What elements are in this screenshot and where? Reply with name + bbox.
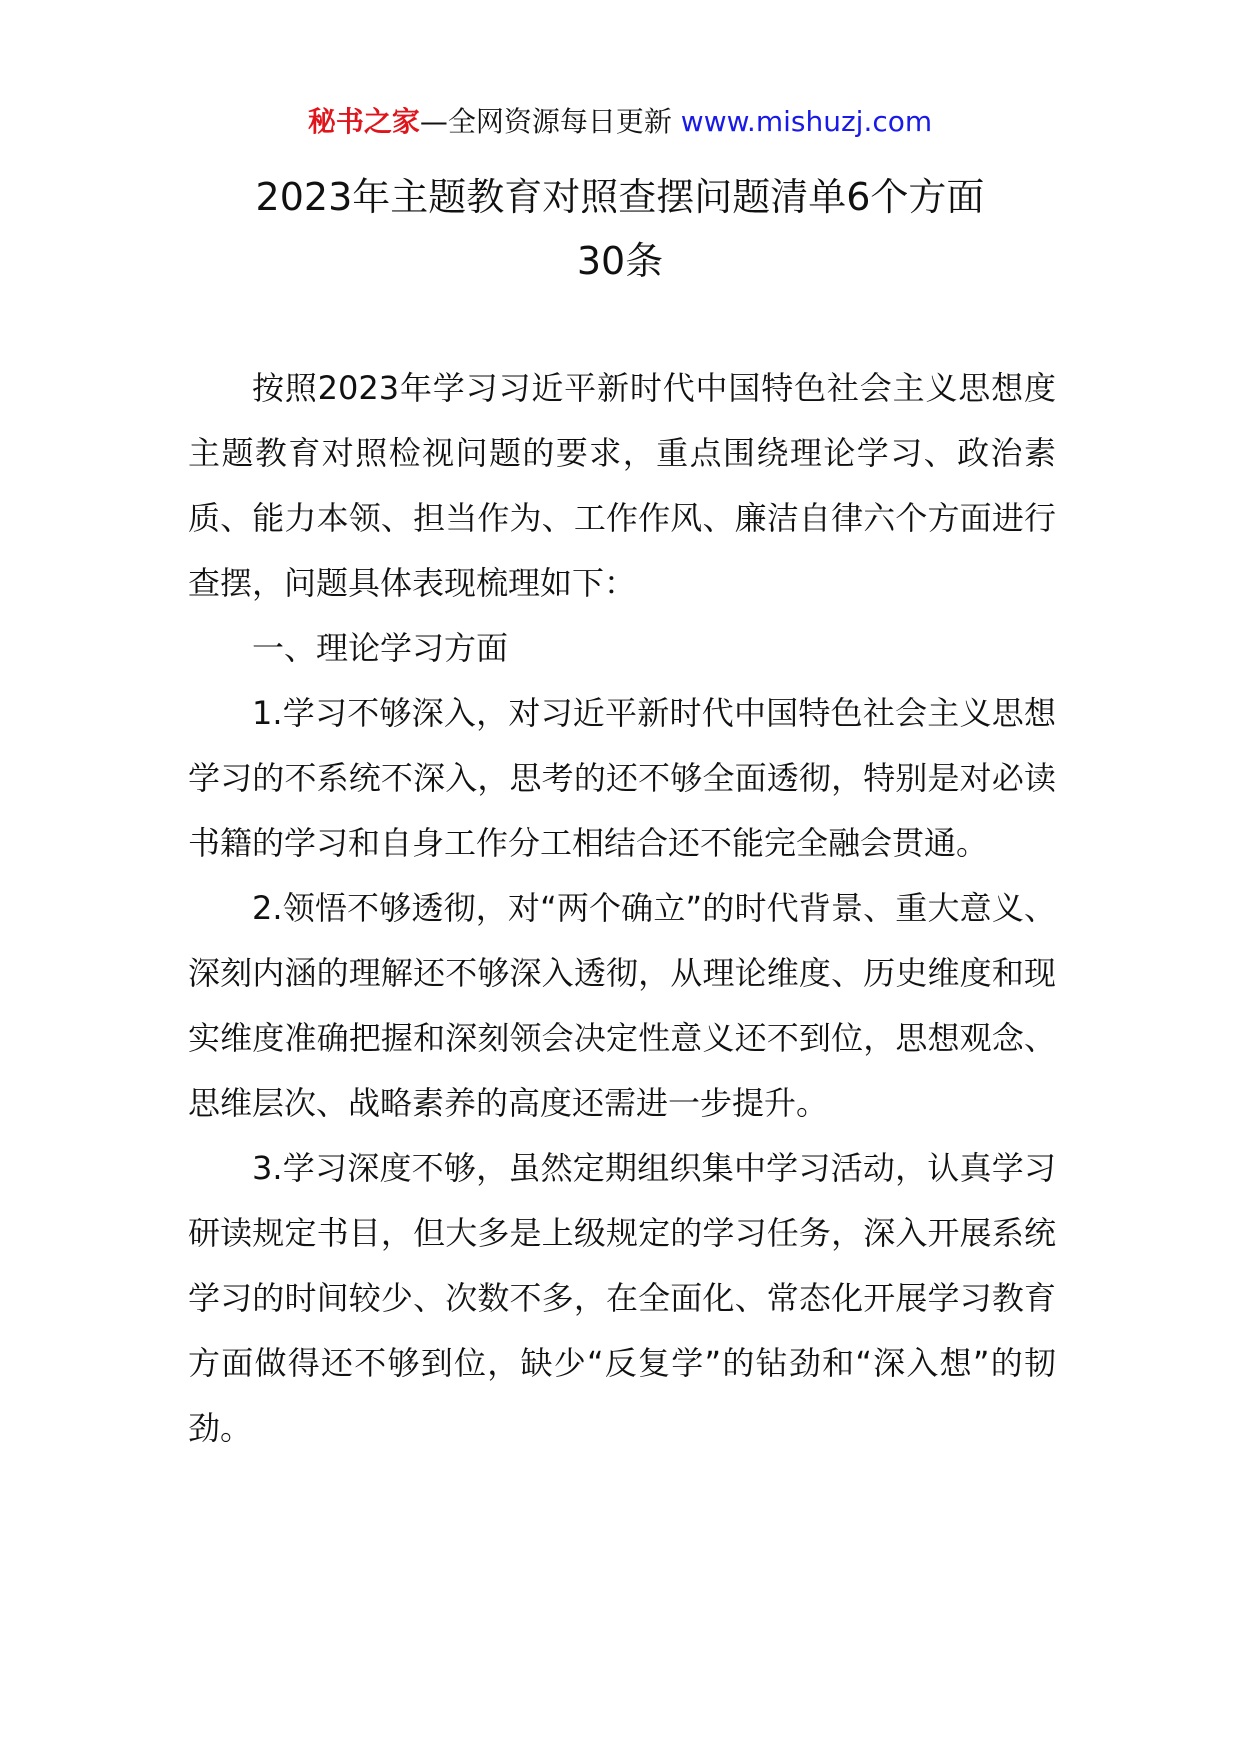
document-title-line-2: 30条	[576, 239, 664, 283]
document-title	[0, 165, 1240, 293]
intro-paragraph: 按照2023年学习习近平新时代中国特色社会主义思想度主题教育对照检视问题的要求，重点围绕理论学习、政治素质、能力本领、担当作为、工作作风、廉洁自律六个方面进行查摆，问题具体表现梳理如下：	[188, 369, 1056, 602]
list-item-2: 2.领悟不够透彻，对“两个确立”的时代背景、重大意义、深刻内涵的理解还不够深入透彻，从理论维度、历史维度和现实维度准确把握和深刻领会决定性意义还不到位，思想观念、思维层次、战略素养的高度还需进一步提升。	[188, 889, 1056, 1122]
list-item-1: 1.学习不够深入，对习近平新时代中国特色社会主义思想学习的不系统不深入，思考的还不够全面透彻，特别是对必读书籍的学习和自身工作分工相结合还不能完全融会贯通。	[188, 694, 1056, 862]
site-url-link[interactable]: www.mishuzj.com	[680, 105, 933, 138]
section-heading-theory-study: 一、理论学习方面	[252, 629, 509, 667]
site-slogan: —全网资源每日更新	[419, 105, 672, 138]
document-body	[188, 356, 1056, 1461]
list-item-3: 3.学习深度不够，虽然定期组织集中学习活动，认真学习研读规定书目，但大多是上级规定的学习任务，深入开展系统学习的时间较少、次数不多，在全面化、常态化开展学习教育方面做得还不够到位，缺少“反复学”的钻劲和“深入想”的韧劲。	[188, 1149, 1056, 1447]
document-title-line-1: 2023年主题教育对照查摆问题清单6个方面	[255, 175, 985, 219]
site-header	[0, 102, 1240, 142]
site-brand: 秘书之家	[307, 105, 420, 138]
